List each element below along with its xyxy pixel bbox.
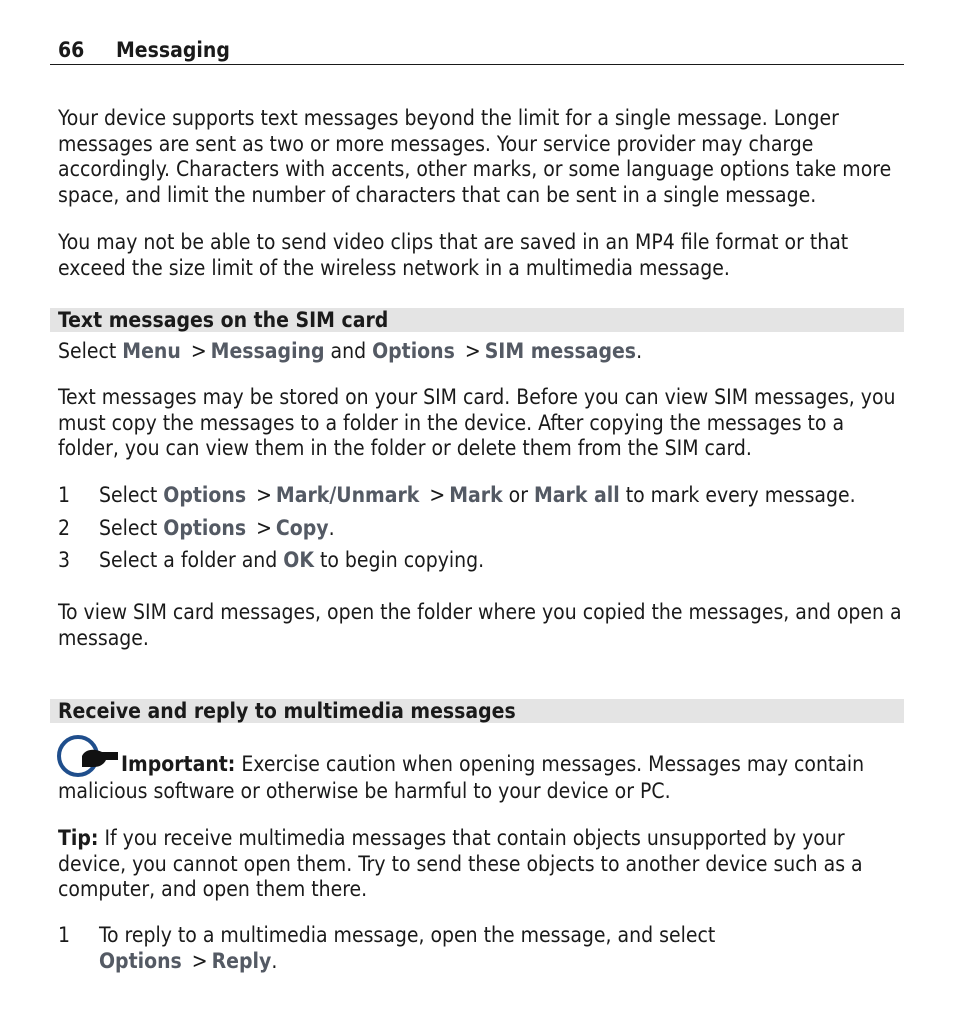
step-number: 2 (58, 516, 71, 540)
step-text (99, 483, 899, 509)
nav-period: . (636, 339, 643, 363)
section-title: Messaging (116, 38, 230, 62)
step-period: . (271, 948, 278, 973)
tip-paragraph (58, 826, 904, 903)
sim-nav-instruction (58, 339, 904, 365)
nav-select-text: Select (58, 339, 117, 363)
step-select-text: Select (99, 516, 158, 540)
menu-separator: > (464, 339, 481, 363)
menu-path-menu: Menu (122, 339, 181, 363)
important-label: Important: (121, 752, 236, 776)
menu-separator: > (190, 339, 207, 363)
step-number: 1 (58, 483, 71, 507)
tip-label: Tip: (58, 826, 99, 850)
menu-path-reply: Reply (211, 948, 272, 973)
menu-path-options: Options (99, 948, 182, 973)
tip-text: If you receive multimedia messages that contain objects unsupported by your device, you cannot open them. Try to send these objects to another device such as a computer, and open them there. (58, 826, 863, 901)
menu-separator: > (191, 948, 208, 973)
menu-path-mark-all: Mark all (533, 483, 620, 507)
page-header (50, 36, 904, 65)
step-number: 1 (58, 923, 71, 947)
step-rest-text: to begin copying. (319, 548, 485, 572)
step-text (99, 923, 899, 974)
intro-paragraph-1: Your device supports text messages beyond the limit for a single message. Longer messages are sent as two or more messages. Your service provider may charge accordingly. Characters with accents, other marks, or some language options take more space, and limit the number of characters that can be sent in a single message. (58, 106, 892, 207)
step-rest-text: to mark every message. (625, 483, 856, 507)
step-or-text: or (508, 483, 528, 507)
menu-path-ok: OK (283, 548, 314, 572)
step-text (99, 548, 899, 574)
sim-section-bar (50, 308, 904, 332)
menu-separator: > (256, 516, 272, 540)
step-text (99, 516, 899, 542)
mms-section-heading: Receive and reply to multimedia messages (58, 699, 516, 723)
page-number: 66 (58, 38, 85, 62)
sim-paragraph-1: Text messages may be stored on your SIM card. Before you can view SIM messages, you must copy the messages to a folder in the device. After copying the messages to a folder, you can view them in the folder or delete them from the SIM card. (58, 385, 896, 460)
menu-separator: > (256, 483, 272, 507)
step-period: . (328, 516, 335, 540)
step-pre-text: Select a folder and (99, 548, 278, 572)
sim-paragraph-2: To view SIM card messages, open the folder where you copied the messages, and open a message. (58, 600, 902, 650)
sim-section-heading: Text messages on the SIM card (58, 308, 389, 332)
menu-separator: > (429, 483, 446, 507)
important-text-1: Exercise caution when opening messages. Messages may contain (241, 752, 865, 776)
step-number: 3 (58, 548, 71, 572)
important-line-2: malicious software or otherwise be harmful to your device or PC. (58, 778, 671, 803)
intro-paragraph-2: You may not be able to send video clips that are saved in an MP4 file format or that exceed the size limit of the wireless network in a multimedia message. (58, 230, 849, 280)
step-main-text: To reply to a multimedia message, open the message, and select (99, 923, 716, 947)
important-line-1 (58, 752, 904, 778)
important-note (58, 752, 904, 804)
menu-path-mark: Mark (449, 483, 503, 507)
menu-path-copy: Copy (275, 516, 329, 540)
menu-path-mark-unmark: Mark/Unmark (275, 483, 420, 507)
menu-path-messaging: Messaging (210, 339, 325, 363)
menu-path-sim-messages: SIM messages (484, 339, 637, 363)
step-select-text: Select (99, 483, 158, 507)
menu-path-options: Options (372, 339, 455, 363)
nav-and-text: and (330, 339, 367, 363)
menu-path-options: Options (163, 483, 247, 507)
menu-path-options: Options (163, 516, 247, 540)
mms-section-bar (50, 699, 904, 723)
